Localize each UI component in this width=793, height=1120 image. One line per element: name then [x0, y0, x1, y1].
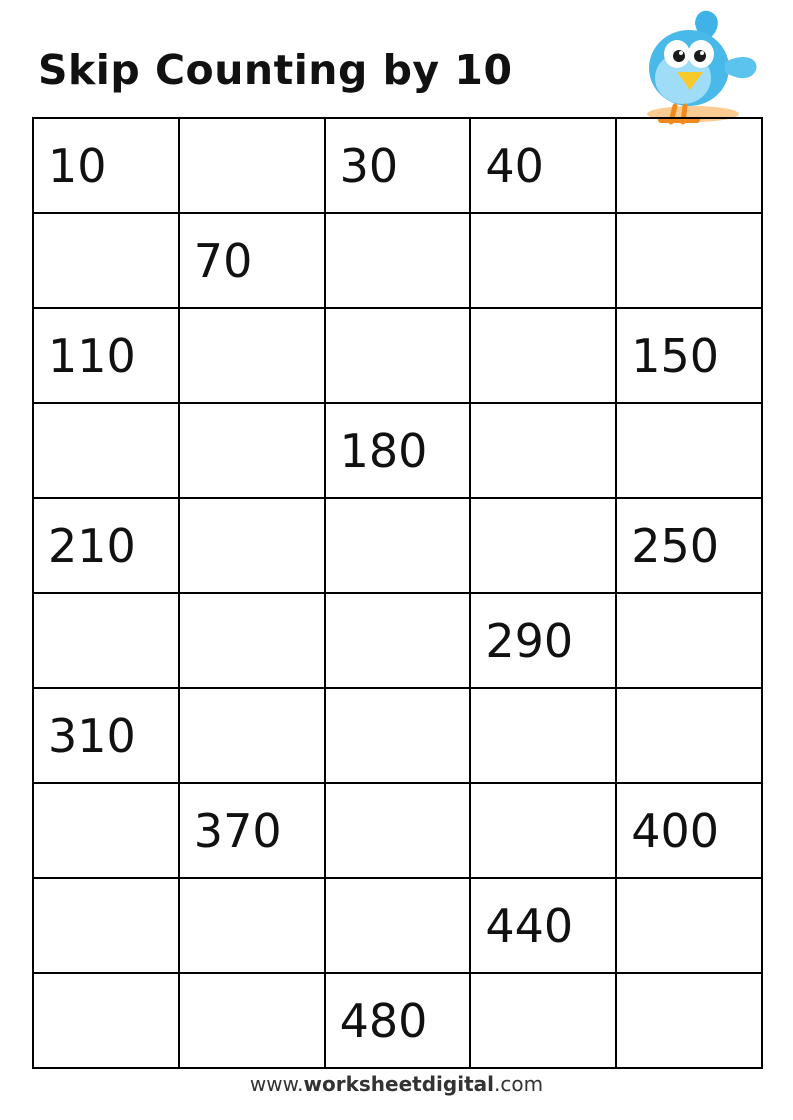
table-row	[33, 118, 762, 213]
grid-cell[interactable]	[470, 498, 616, 593]
grid-cell[interactable]	[33, 593, 179, 688]
skip-counting-grid	[32, 117, 763, 1069]
grid-cell[interactable]	[616, 878, 762, 973]
grid-cell[interactable]	[179, 498, 325, 593]
grid-cell[interactable]	[33, 783, 179, 878]
grid-cell[interactable]: 180	[325, 403, 471, 498]
grid-cell[interactable]	[616, 213, 762, 308]
grid-cell[interactable]: 400	[616, 783, 762, 878]
table-row	[33, 973, 762, 1068]
grid-cell[interactable]: 440	[470, 878, 616, 973]
blue-bird-illustration	[615, 6, 765, 128]
grid-cell[interactable]	[616, 973, 762, 1068]
grid-cell[interactable]	[325, 783, 471, 878]
grid-cell[interactable]: 370	[179, 783, 325, 878]
footer-suffix: .com	[493, 1072, 544, 1096]
grid-cell[interactable]	[179, 403, 325, 498]
grid-cell[interactable]	[470, 783, 616, 878]
grid-cell[interactable]	[179, 593, 325, 688]
grid-cell[interactable]: 150	[616, 308, 762, 403]
grid-cell[interactable]	[33, 878, 179, 973]
grid-cell[interactable]	[33, 973, 179, 1068]
grid-cell[interactable]	[616, 688, 762, 783]
footer-brand: worksheetdigital	[303, 1072, 494, 1096]
footer-prefix: www.	[249, 1072, 304, 1096]
grid-cell[interactable]	[616, 593, 762, 688]
table-row	[33, 308, 762, 403]
grid-cell[interactable]	[470, 308, 616, 403]
grid-cell[interactable]: 70	[179, 213, 325, 308]
table-row	[33, 688, 762, 783]
grid-cell[interactable]: 40	[470, 118, 616, 213]
table-row	[33, 498, 762, 593]
grid-cell[interactable]: 10	[33, 118, 179, 213]
grid-cell[interactable]	[325, 308, 471, 403]
grid-cell[interactable]	[33, 213, 179, 308]
grid-cell[interactable]	[470, 213, 616, 308]
grid-cell[interactable]: 110	[33, 308, 179, 403]
table-row	[33, 403, 762, 498]
grid-cell[interactable]	[325, 878, 471, 973]
grid-cell[interactable]	[325, 498, 471, 593]
grid-cell[interactable]	[325, 213, 471, 308]
grid-cell[interactable]	[179, 688, 325, 783]
grid-cell[interactable]	[470, 688, 616, 783]
grid-cell[interactable]	[325, 593, 471, 688]
table-row	[33, 878, 762, 973]
grid-cell[interactable]: 210	[33, 498, 179, 593]
grid-cell[interactable]	[470, 403, 616, 498]
table-row	[33, 593, 762, 688]
grid-cell[interactable]	[616, 118, 762, 213]
grid-cell[interactable]	[325, 688, 471, 783]
table-row	[33, 783, 762, 878]
page-title: Skip Counting by 10	[38, 46, 513, 94]
grid-cell[interactable]: 30	[325, 118, 471, 213]
table-row	[33, 213, 762, 308]
grid-cell[interactable]	[179, 973, 325, 1068]
grid-cell[interactable]	[33, 403, 179, 498]
grid-cell[interactable]	[470, 973, 616, 1068]
grid-cell[interactable]: 290	[470, 593, 616, 688]
grid-cell[interactable]	[179, 878, 325, 973]
grid-cell[interactable]: 250	[616, 498, 762, 593]
grid-cell[interactable]	[179, 308, 325, 403]
grid-cell[interactable]	[179, 118, 325, 213]
grid-cell[interactable]: 480	[325, 973, 471, 1068]
grid-cell[interactable]: 310	[33, 688, 179, 783]
footer-credit	[0, 1072, 793, 1096]
grid-cell[interactable]	[616, 403, 762, 498]
